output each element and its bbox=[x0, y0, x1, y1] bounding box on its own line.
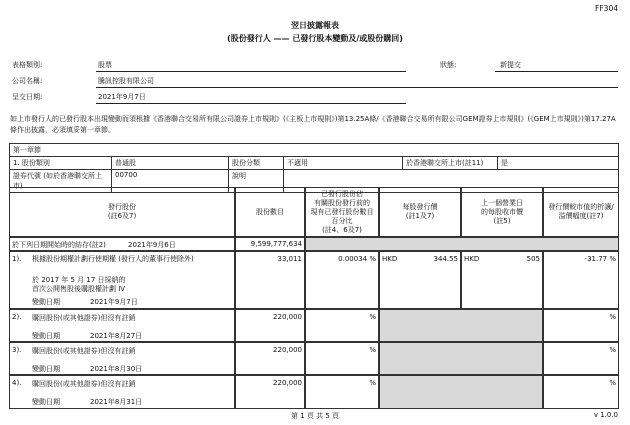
share-category-value: 不適用 bbox=[284, 157, 403, 170]
row-3-gray bbox=[379, 342, 543, 375]
listed-value: 是 bbox=[498, 157, 619, 170]
page-subtitle: (股份發行人 —— 已發行股本變動及/或股份購回) bbox=[227, 34, 403, 43]
row-3-number: 3). bbox=[12, 346, 22, 354]
listed-label: 於香港聯交所上市(註11) bbox=[403, 157, 498, 170]
row-3-date: 2021年8月30日 bbox=[90, 365, 143, 373]
status-label: 狀態: bbox=[440, 61, 457, 69]
row-1-issue-price: 344.55 bbox=[433, 255, 458, 263]
stock-code-label: 證券代號 (如於香港聯交所上市) bbox=[10, 170, 112, 193]
date-underline bbox=[96, 103, 406, 104]
company-value: 騰訊控股有限公司 bbox=[98, 77, 154, 85]
type-value: 股票 bbox=[98, 61, 112, 69]
company-label: 公司名稱: bbox=[12, 77, 43, 85]
version: v 1.0.0 bbox=[593, 411, 618, 419]
row-1-date-label: 變動日期 bbox=[32, 298, 60, 306]
opening-balance-cell bbox=[9, 237, 235, 251]
row-2-date: 2021年8月27日 bbox=[90, 332, 143, 340]
row-2-description: 購回股份(或其他證券)但沒有註銷 bbox=[32, 314, 136, 322]
row-1-date: 2021年9月7日 bbox=[90, 298, 138, 306]
row-2-date-label: 變動日期 bbox=[32, 332, 60, 340]
section-title: 第一章節 bbox=[10, 144, 619, 157]
header-discount: 發行價較市值的折讓/ 溢價幅度(註7) bbox=[543, 187, 619, 237]
row-1-currency: HKD bbox=[382, 255, 398, 263]
stock-code-value: 00700 bbox=[112, 170, 229, 193]
row-1-scheme: 於 2017 年 5 月 17 日採納的 首次公開售股後購股權計劃 IV bbox=[32, 276, 126, 293]
row-4-number: 4). bbox=[12, 379, 22, 387]
type-underline bbox=[96, 71, 406, 72]
opening-balance-label: 於下列日期開始時的結存(註2) bbox=[12, 241, 106, 249]
share-class-label: 1. 股份類別 bbox=[10, 157, 112, 170]
row-1-closing-price: 505 bbox=[526, 255, 540, 263]
row-3-description: 購回股份(或其他證券)但沒有註銷 bbox=[32, 347, 136, 355]
row-1-percentage: 0.00034 % bbox=[305, 251, 379, 309]
header-closing-price: 上一個營業日 的每股收市價 (註5) bbox=[461, 187, 543, 237]
row-1-number: 1). bbox=[12, 255, 22, 263]
intro-paragraph: 如上市發行人的已發行股本出現變動而須根據《香港聯合交易所有限公司證券上市規則》(《主板上市規則》)第13.25A條/《香港聯合交易所有限公司GEM證券上市規則》(《GEM上市規則》)第17.27A條作出披露，必須填妥第一章節。 bbox=[10, 115, 616, 134]
page-title: 翌日披露報表 bbox=[291, 21, 339, 30]
row-3-percentage: % bbox=[305, 342, 379, 375]
page-number: 第 1 頁 共 5 頁 bbox=[290, 412, 340, 420]
opening-balance-date: 2021年9月6日 bbox=[128, 241, 176, 249]
header-percentage: 已發行股份佔 有關股份發行前的 現有已發行股份數目 百分比 (註4、6及7) bbox=[305, 187, 379, 237]
form-code: FF304 bbox=[595, 4, 618, 13]
row-1-close-currency: HKD bbox=[464, 255, 480, 263]
type-label: 表格類別: bbox=[12, 61, 43, 69]
row-2-number: 2). bbox=[12, 313, 22, 321]
row-3-discount: % bbox=[543, 342, 619, 375]
status-underline bbox=[495, 71, 618, 72]
header-issued-shares: 發行股份 (註6及7) bbox=[9, 187, 235, 237]
row-2-discount: % bbox=[543, 309, 619, 342]
share-category-label: 股份分類 bbox=[229, 157, 284, 170]
share-class-value: 普通股 bbox=[112, 157, 229, 170]
header-issue-price: 每股發行價 (註1及7) bbox=[379, 187, 461, 237]
row-2-gray bbox=[379, 309, 543, 342]
opening-balance-shares: 9,599,777,634 bbox=[235, 237, 305, 251]
status-value: 新提交 bbox=[500, 61, 521, 69]
row-2-shares: 220,000 bbox=[235, 309, 305, 342]
company-underline bbox=[96, 87, 618, 88]
header-share-count: 股份數目 bbox=[235, 187, 305, 237]
section-table bbox=[9, 143, 619, 193]
row-1-description: 根據股份期權計劃行使期權 (發行人的董事行使除外) bbox=[32, 255, 194, 263]
row-4-percentage: % bbox=[305, 375, 379, 409]
row-1-price-cell bbox=[379, 251, 461, 309]
row-4-discount: % bbox=[543, 375, 619, 409]
row-2-percentage: % bbox=[305, 309, 379, 342]
row-3-date-label: 變動日期 bbox=[32, 365, 60, 373]
row-4-description: 購回股份(或其他證券)但沒有註銷 bbox=[32, 380, 136, 388]
issuance-grid bbox=[9, 187, 619, 409]
row-4-shares: 220,000 bbox=[235, 375, 305, 409]
date-label: 呈交日期: bbox=[12, 93, 43, 101]
date-value: 2021年9月7日 bbox=[98, 93, 146, 101]
row-3-shares: 220,000 bbox=[235, 342, 305, 375]
row-3-desc-cell bbox=[9, 342, 235, 375]
row-4-gray bbox=[379, 375, 543, 409]
opening-balance-gray bbox=[305, 237, 619, 251]
row-4-date-label: 變動日期 bbox=[32, 398, 60, 406]
row-1-desc-cell bbox=[9, 251, 235, 309]
row-1-close-cell bbox=[461, 251, 543, 309]
row-1-shares: 33,011 bbox=[235, 251, 305, 309]
row-4-date: 2021年8月31日 bbox=[90, 398, 143, 406]
row-2-desc-cell bbox=[9, 309, 235, 342]
row-1-discount: -31.77 % bbox=[543, 251, 619, 309]
row-4-desc-cell bbox=[9, 375, 235, 409]
description-label: 說明 bbox=[229, 170, 284, 193]
